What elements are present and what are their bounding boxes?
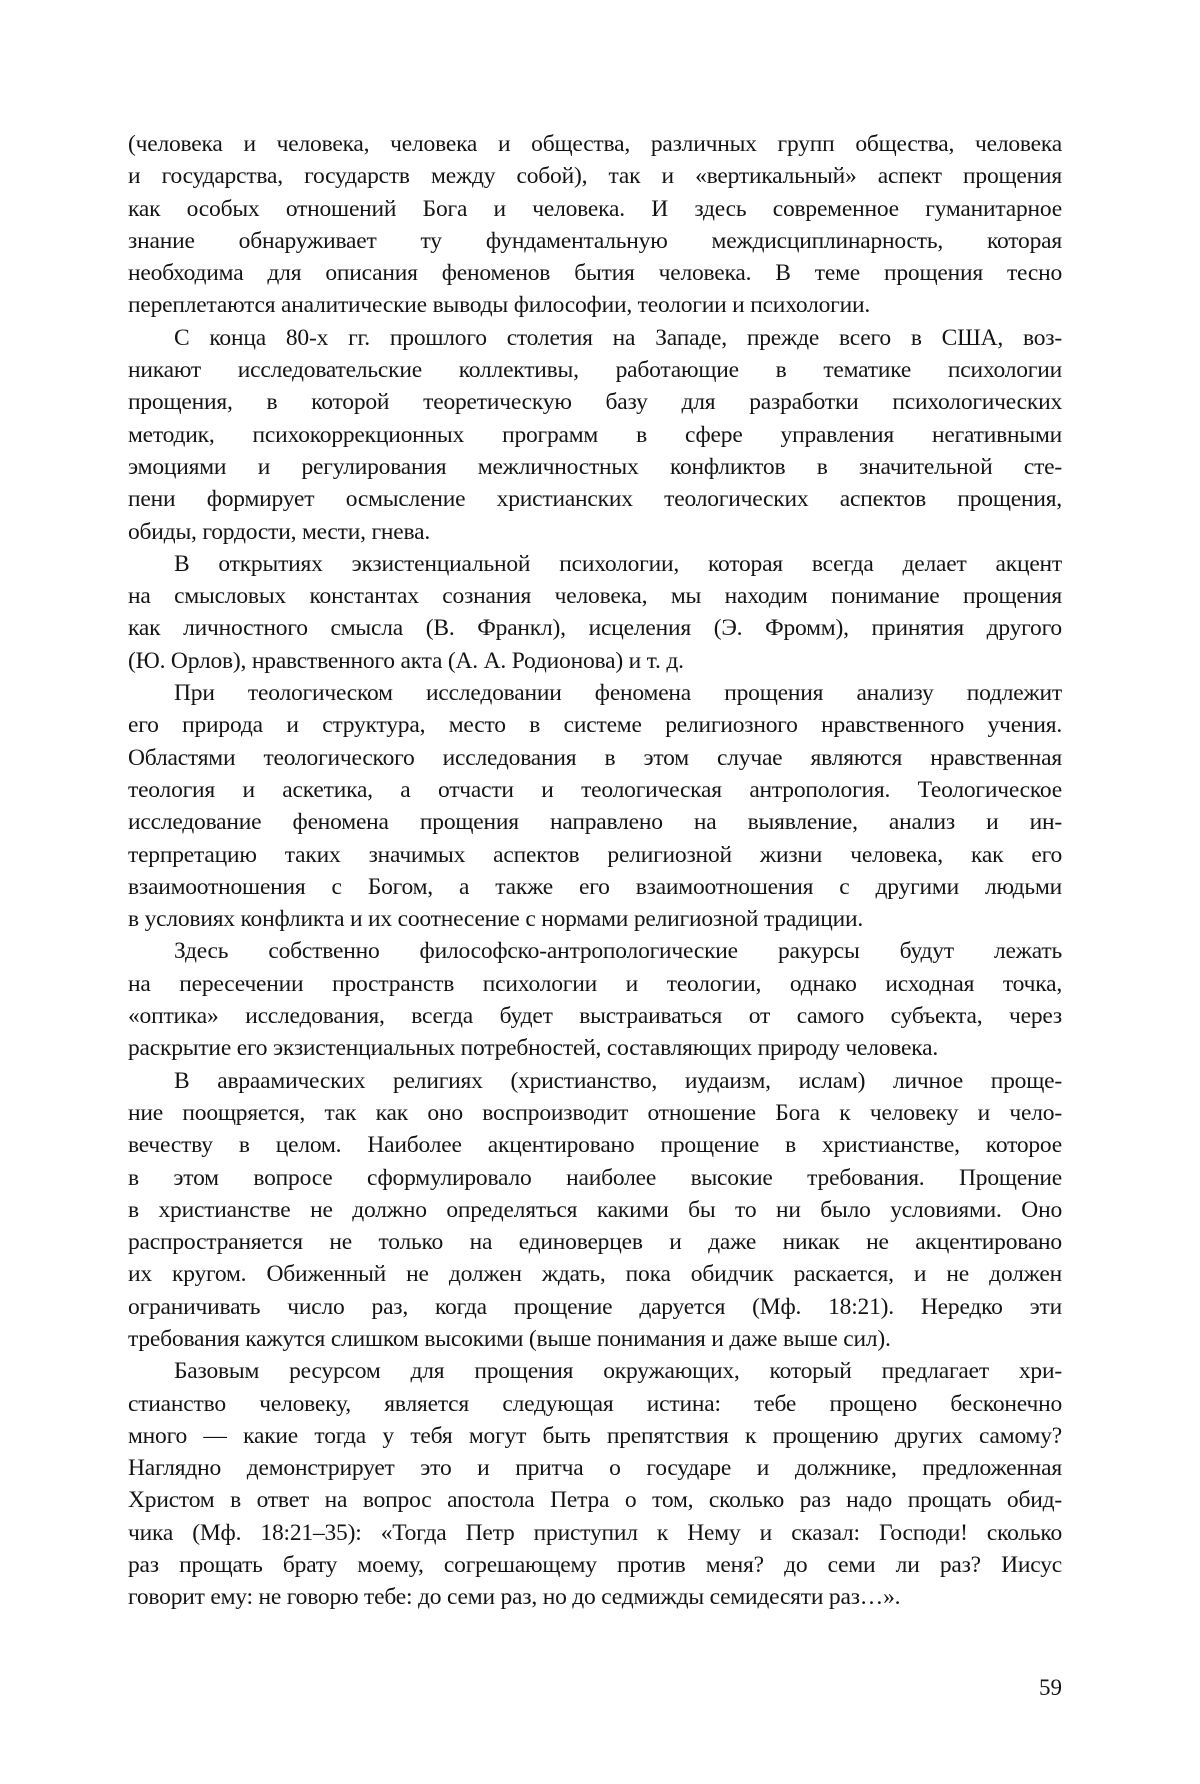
text-line: прощения, в которой теоретическую базу для разработки психологических <box>128 389 1062 416</box>
text-line: в условиях конфликта и их соотнесение с нормами религиозной традиции. <box>128 906 864 933</box>
text-line: В открытиях экзистенциальной психологии, которая всегда делает акцент <box>174 550 1062 577</box>
text-line: на смысловых константах сознания человека, мы находим понимание прощения <box>128 583 1062 610</box>
text-line: (человека и человека, человека и общества, различных групп общества, человека <box>128 131 1062 157</box>
text-line: исследование феномена прощения направлено на выявление, анализ и ин- <box>128 809 1062 836</box>
text-line: стианство человеку, является следующая истина: тебе прощено бесконечно <box>128 1390 1062 1417</box>
text-line: ограничивать число раз, когда прощение даруется (Мф. 18:21). Нередко эти <box>128 1293 1062 1320</box>
text-line: много — какие тогда у тебя могут быть препятствия к прощению других самому? <box>128 1422 1062 1449</box>
text-block <box>128 128 1062 1614</box>
text-line: вечеству в целом. Наиболее акцентировано прощение в христианстве, которое <box>128 1132 1062 1159</box>
text-line: «оптика» исследования, всегда будет выстраиваться от самого субъекта, через <box>128 1003 1062 1030</box>
text-line: их кругом. Обиженный не должен ждать, пока обидчик раскается, и не должен <box>128 1261 1062 1288</box>
text-line: С конца 80-х гг. прошлого столетия на Западе, прежде всего в США, воз- <box>174 324 1062 351</box>
text-line: Здесь собственно философско-антропологические ракурсы будут лежать <box>174 938 1062 965</box>
text-line: эмоциями и регулирования межличностных конфликтов в значительной сте- <box>128 453 1062 480</box>
text-line: терпретацию таких значимых аспектов религиозной жизни человека, как его <box>128 841 1062 868</box>
text-line: Наглядно демонстрирует это и притча о государе и должнике, предложенная <box>128 1455 1062 1482</box>
text-line: требования кажутся слишком высокими (выше понимания и даже выше сил). <box>128 1325 891 1352</box>
text-line: как личностного смысла (В. Франкл), исцеления (Э. Фромм), принятия другого <box>128 615 1062 642</box>
text-line: в христианстве не должно определяться какими бы то ни было условиями. Оно <box>128 1196 1062 1223</box>
text-line: взаимоотношения с Богом, а также его взаимоотношения с другими людьми <box>128 873 1062 900</box>
text-line: Христом в ответ на вопрос апостола Петра о том, сколько раз надо прощать обид- <box>128 1487 1062 1514</box>
text-line: в этом вопросе сформулировало наиболее высокие требования. Прощение <box>128 1164 1062 1191</box>
text-line: При теологическом исследовании феномена прощения анализу подлежит <box>174 680 1062 707</box>
text-line: Базовым ресурсом для прощения окружающих, который предлагает хри- <box>174 1358 1062 1385</box>
text-line: Областями теологического исследования в этом случае являются нравственная <box>128 744 1062 771</box>
text-line: никают исследовательские коллективы, работающие в тематике психологии <box>128 357 1062 384</box>
text-line: чика (Мф. 18:21–35): «Тогда Петр приступил к Нему и сказал: Господи! сколько <box>128 1519 1062 1546</box>
text-line: (Ю. Орлов), нравственного акта (А. А. Родионова) и т. д. <box>128 647 684 674</box>
text-line: обиды, гордости, мести, гнева. <box>128 518 430 545</box>
text-line: необходима для описания феноменов бытия человека. В теме прощения тесно <box>128 260 1062 287</box>
text-line: на пересечении пространств психологии и теологии, однако исходная точка, <box>128 970 1062 997</box>
text-line: раз прощать брату моему, согрешающему против меня? до семи ли раз? Иисус <box>128 1552 1062 1579</box>
page-number: 59 <box>1039 1675 1062 1700</box>
text-line: ние поощряется, так как оно воспроизводит отношение Бога к человеку и чело- <box>128 1099 1062 1126</box>
text-line: распространяется не только на единоверцев и даже никак не акцентировано <box>128 1229 1062 1256</box>
text-line: методик, психокоррекционных программ в сфере управления негативными <box>128 421 1062 448</box>
text-line: и государства, государств между собой), так и «вертикальный» аспект прощения <box>128 163 1062 190</box>
text-line: переплетаются аналитические выводы философии, теологии и психологии. <box>128 292 871 319</box>
text-line: теология и аскетика, а отчасти и теологическая антропология. Теологическое <box>128 776 1062 803</box>
text-line: как особых отношений Бога и человека. И здесь современное гуманитарное <box>128 195 1062 222</box>
text-line: его природа и структура, место в системе религиозного нравственного учения. <box>128 712 1062 739</box>
text-line: В авраамических религиях (христианство, иудаизм, ислам) личное проще- <box>174 1067 1062 1094</box>
text-line: раскрытие его экзистенциальных потребностей, составляющих природу человека. <box>128 1035 939 1062</box>
text-line: знание обнаруживает ту фундаментальную междисциплинарность, которая <box>128 227 1062 254</box>
text-line: пени формирует осмысление христианских теологических аспектов прощения, <box>128 486 1062 513</box>
text-line: говорит ему: не говорю тебе: до семи раз, но до седмижды семидесяти раз…». <box>128 1584 901 1611</box>
